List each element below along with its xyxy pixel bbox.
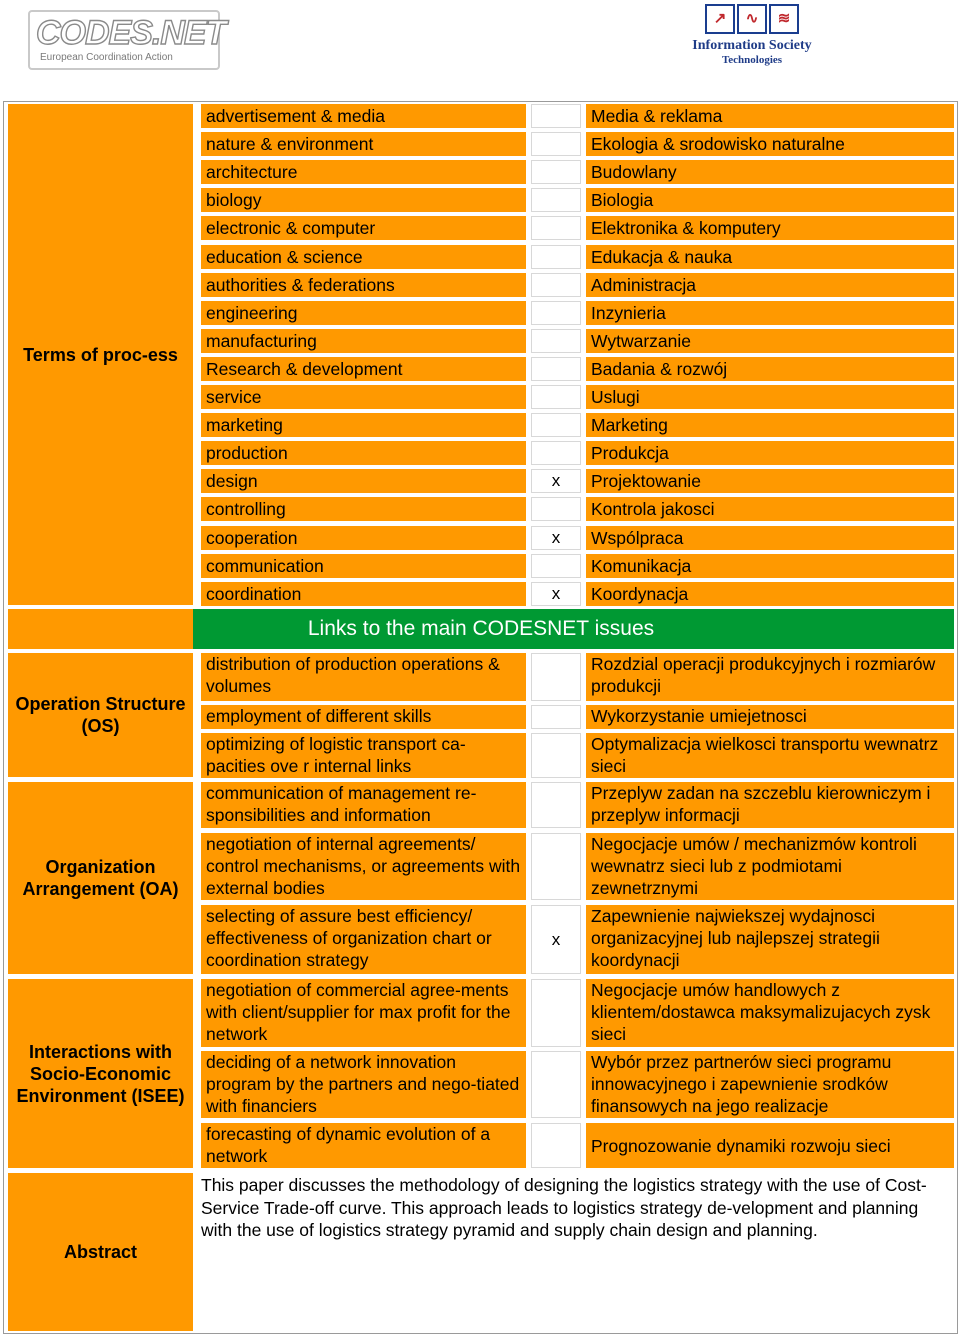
issue-pl: Negocjacje umów handlowych z klientem/dostawca maksymalizujacych zysk sieci (586, 979, 954, 1047)
links-header-left-cell (8, 609, 193, 649)
term-en: Research & development (201, 357, 526, 381)
term-checkbox[interactable]: x (531, 582, 581, 606)
term-en: cooperation (201, 526, 526, 550)
issue-checkbox[interactable] (531, 782, 581, 828)
term-en: coordination (201, 582, 526, 606)
term-en: education & science (201, 245, 526, 269)
term-en: controlling (201, 497, 526, 521)
links-section-title: Links to the main CODESNET issues (307, 617, 655, 640)
term-en: authorities & federations (201, 273, 526, 297)
term-row (201, 469, 954, 493)
term-row (201, 526, 954, 550)
terms-of-process-label: Terms of proc-ess (8, 104, 193, 605)
term-pl: Projektowanie (586, 469, 954, 493)
term-checkbox[interactable] (531, 245, 581, 269)
term-row (201, 188, 954, 212)
issue-pl: Zapewnienie najwiekszej wydajnosci organizacyjnej lub najlepszej strategii koordynacji (586, 905, 954, 974)
issue-pl: Prognozowanie dynamiki rozwoju sieci (586, 1123, 954, 1168)
term-en: engineering (201, 301, 526, 325)
issue-row (201, 733, 954, 778)
term-en: service (201, 385, 526, 409)
term-checkbox[interactable] (531, 497, 581, 521)
issue-row (201, 653, 954, 701)
issue-en: negotiation of internal agreements/ control mechanisms, or agreements with external bodies (201, 833, 526, 900)
organization-arrangement-label: Organization Arrangement (OA) (8, 782, 193, 974)
issue-row (201, 782, 954, 828)
ist-logo (684, 2, 820, 72)
issue-checkbox[interactable] (531, 1051, 581, 1118)
term-checkbox[interactable] (531, 413, 581, 437)
term-en: biology (201, 188, 526, 212)
issue-en: forecasting of dynamic evolution of a network (201, 1123, 526, 1168)
issue-en: optimizing of logistic transport ca-pacities ove r internal links (201, 733, 526, 778)
term-row (201, 273, 954, 297)
issue-row (201, 979, 954, 1047)
term-row (201, 160, 954, 184)
term-pl: Ekologia & srodowisko naturalne (586, 132, 954, 156)
issue-checkbox[interactable] (531, 653, 581, 701)
term-pl: Wytwarzanie (586, 329, 954, 353)
term-checkbox[interactable] (531, 301, 581, 325)
ist-lines-icon: ≋ (769, 4, 799, 34)
term-pl: Badania & rozwój (586, 357, 954, 381)
term-pl: Wspólpraca (586, 526, 954, 550)
term-checkbox[interactable]: x (531, 469, 581, 493)
term-en: marketing (201, 413, 526, 437)
term-row (201, 554, 954, 578)
codes-logo-subtitle: European Coordination Action (40, 52, 173, 63)
term-pl: Kontrola jakosci (586, 497, 954, 521)
abstract-label: Abstract (8, 1173, 193, 1331)
issue-en: negotiation of commercial agree-ments with client/supplier for max profit for the network (201, 979, 526, 1047)
term-row (201, 216, 954, 240)
term-row (201, 329, 954, 353)
issue-checkbox[interactable] (531, 733, 581, 778)
term-en: electronic & computer (201, 216, 526, 240)
term-pl: Media & reklama (586, 104, 954, 128)
term-en: nature & environment (201, 132, 526, 156)
issue-checkbox[interactable] (531, 979, 581, 1047)
issue-pl: Optymalizacja wielkosci transportu wewnatrz sieci (586, 733, 954, 778)
term-pl: Administracja (586, 273, 954, 297)
issue-row (201, 705, 954, 729)
term-row (201, 582, 954, 606)
term-en: design (201, 469, 526, 493)
term-pl: Budowlany (586, 160, 954, 184)
term-pl: Elektronika & komputery (586, 216, 954, 240)
term-pl: Inzynieria (586, 301, 954, 325)
term-checkbox[interactable] (531, 160, 581, 184)
term-en: advertisement & media (201, 104, 526, 128)
issue-pl: Wybór przez partnerów sieci programu innowacyjnego i zapewnienie srodków finansowych na jego realizacje (586, 1051, 954, 1118)
operation-structure-label: Operation Structure (OS) (8, 653, 193, 777)
page-header (0, 0, 960, 100)
ist-logo-line2: Technologies (721, 54, 783, 66)
term-en: communication (201, 554, 526, 578)
ist-arrow-icon: ↗ (705, 4, 735, 34)
issue-pl: Przeplyw zadan na szczeblu kierowniczym i przeplyw informacji (586, 782, 954, 828)
issue-checkbox[interactable] (531, 833, 581, 900)
term-pl: Koordynacja (586, 582, 954, 606)
term-row (201, 385, 954, 409)
codes-logo-wordmark: CODES.NET (36, 14, 226, 52)
issue-en: selecting of assure best efficiency/ effectiveness of organization chart or coordination strategy (201, 905, 526, 974)
term-en: production (201, 441, 526, 465)
issue-pl: Negocjacje umów / mechanizmów kontroli wewnatrz sieci lub z podmiotami zewnetrznymi (586, 833, 954, 900)
term-row (201, 497, 954, 521)
ist-logo-line1: Information Society (692, 38, 812, 53)
issue-en: employment of different skills (201, 705, 526, 729)
term-checkbox[interactable] (531, 554, 581, 578)
issue-checkbox[interactable]: x (531, 905, 581, 974)
term-pl: Edukacja & nauka (586, 245, 954, 269)
issue-pl: Rozdzial operacji produkcyjnych i rozmiarów produkcji (586, 653, 954, 701)
term-checkbox[interactable] (531, 329, 581, 353)
abstract-text: This paper discusses the methodology of designing the logistics strategy with the use of Cost-Service Trade-off curve. This approach leads to logistics strategy de-velopment and planning with the use of logistics strategy pyramid and supply chain design and planning. (193, 1172, 951, 1332)
term-pl: Komunikacja (586, 554, 954, 578)
term-en: architecture (201, 160, 526, 184)
term-pl: Marketing (586, 413, 954, 437)
issue-en: communication of management re-sponsibilities and information (201, 782, 526, 828)
term-checkbox[interactable] (531, 441, 581, 465)
term-row (201, 413, 954, 437)
issue-row (201, 905, 954, 974)
term-checkbox[interactable] (531, 188, 581, 212)
ist-wave-icon: ∿ (737, 4, 767, 34)
term-row (201, 132, 954, 156)
term-row (201, 301, 954, 325)
term-row (201, 245, 954, 269)
term-pl: Produkcja (586, 441, 954, 465)
issue-en: deciding of a network innovation program by the partners and nego-tiated with financiers (201, 1051, 526, 1118)
term-checkbox[interactable] (531, 216, 581, 240)
term-pl: Uslugi (586, 385, 954, 409)
issue-pl: Wykorzystanie umiejetnosci (586, 705, 954, 729)
term-checkbox[interactable] (531, 132, 581, 156)
interactions-isee-label: Interactions with Socio-Economic Environment (ISEE) (8, 979, 193, 1168)
term-pl: Biologia (586, 188, 954, 212)
issue-checkbox[interactable] (531, 1123, 581, 1168)
codes-net-logo (28, 10, 226, 70)
term-checkbox[interactable] (531, 104, 581, 128)
issue-row (201, 833, 954, 900)
issue-en: distribution of production operations & volumes (201, 653, 526, 701)
term-checkbox[interactable] (531, 357, 581, 381)
issue-row (201, 1051, 954, 1118)
issue-checkbox[interactable] (531, 705, 581, 729)
term-row (201, 441, 954, 465)
issue-row (201, 1123, 954, 1168)
term-en: manufacturing (201, 329, 526, 353)
term-checkbox[interactable] (531, 385, 581, 409)
term-row (201, 357, 954, 381)
term-checkbox[interactable] (531, 273, 581, 297)
term-row (201, 104, 954, 128)
ist-logo-icons (684, 4, 820, 34)
term-checkbox[interactable]: x (531, 526, 581, 550)
